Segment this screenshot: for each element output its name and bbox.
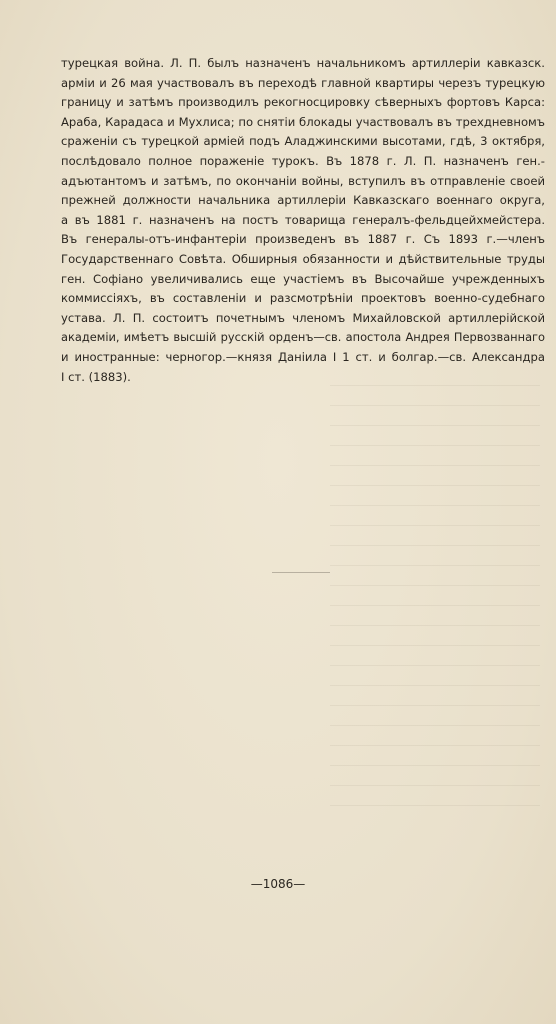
text-line-17: I ст. (1883). <box>61 369 131 384</box>
text-line-13: коммиссіяхъ, въ составленіи и разсмотрѣніи проектовъ военно-судебнаго <box>61 291 545 306</box>
section-divider <box>272 572 330 573</box>
text-line-16: и иностранные: черногор.—князя Даніила I 1 ст. и болгар.—св. Александра <box>61 349 545 364</box>
text-line-10: Въ генералы-отъ-инфантеріи произведенъ въ 1887 г. Съ 1893 г.—членъ <box>61 232 545 247</box>
body-paragraph <box>61 54 545 387</box>
text-line-12: ген. Софіано увеличивались еще участіемъ въ Высочайше учрежденныхъ <box>61 271 545 286</box>
text-line-7: адъютантомъ и затѣмъ, по окончаніи войны, вступилъ въ отправленіе своей <box>61 173 545 188</box>
text-line-2: арміи и 26 мая участвовалъ въ переходѣ главной квартиры черезъ турецкую <box>61 75 545 90</box>
text-line-1: турецкая война. Л. П. былъ назначенъ начальникомъ артиллеріи кавказск. <box>61 56 545 70</box>
text-line-9: а въ 1881 г. назначенъ на постъ товарища генералъ-фельдцейхмейстера. <box>61 212 545 227</box>
text-line-3: границу и затѣмъ производилъ рекогносцировку сѣверныхъ фортовъ Карса: <box>61 95 545 110</box>
text-line-15: академіи, имѣетъ высшій русскій орденъ—св. апостола Андрея Первозваннаго <box>61 330 545 345</box>
text-line-14: устава. Л. П. состоитъ почетнымъ членомъ Михайловской артиллерійской <box>61 310 545 325</box>
show-through-shadow <box>330 385 540 825</box>
page-number: —1086— <box>250 877 306 891</box>
text-line-4: Араба, Карадаса и Мухлиса; по снятіи блокады участвовалъ въ трехдневномъ <box>61 114 545 129</box>
text-line-11: Государственнаго Совѣта. Обширныя обязанности и дѣйствительные труды <box>61 251 545 266</box>
text-line-5: сраженіи съ турецкой арміей подъ Аладжинскими высотами, гдѣ, 3 октября, <box>61 134 545 149</box>
text-line-6: послѣдовало полное пораженіе турокъ. Въ 1878 г. Л. П. назначенъ ген.- <box>61 153 545 168</box>
text-line-8: прежней должности начальника артиллеріи Кавказскаго военнаго округа, <box>61 193 545 208</box>
